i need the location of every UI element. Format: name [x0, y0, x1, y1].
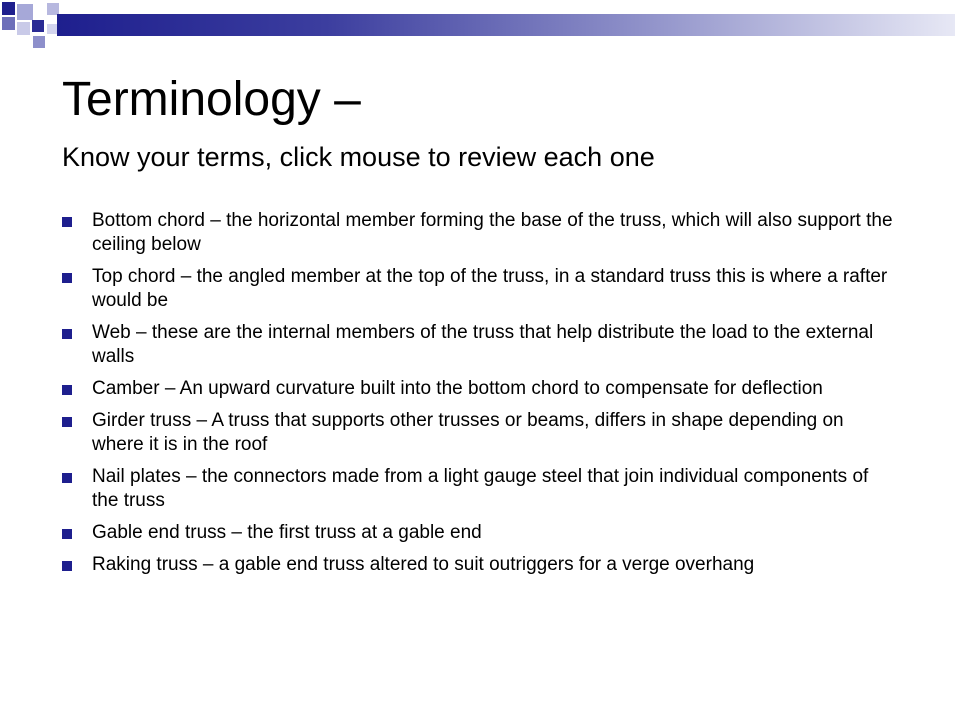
list-item [62, 553, 894, 577]
bullet-text: Bottom chord – the horizontal member forming the base of the truss, which will also support the ceiling below [92, 210, 893, 255]
squares-decoration-icon [33, 36, 45, 48]
list-item [62, 377, 894, 401]
bullet-text: Top chord – the angled member at the top of the truss, in a standard truss this is where a rafter would be [92, 266, 888, 311]
slide-subtitle: Know your terms, click mouse to review each one [62, 142, 655, 172]
list-item [62, 465, 894, 513]
square-bullet-icon [62, 561, 72, 571]
bullet-text: Camber – An upward curvature built into the bottom chord to compensate for deflection [92, 378, 823, 399]
list-item [62, 521, 894, 545]
slide-title: Terminology – [62, 73, 361, 126]
square-bullet-icon [62, 217, 72, 227]
list-item [62, 321, 894, 369]
square-bullet-icon [62, 417, 72, 427]
list-item [62, 265, 894, 313]
bullet-text: Nail plates – the connectors made from a light gauge steel that join individual components of the truss [92, 466, 869, 511]
squares-decoration-icon [2, 17, 15, 30]
bullet-text: Web – these are the internal members of the truss that help distribute the load to the external walls [92, 322, 874, 367]
squares-decoration-icon [2, 2, 15, 15]
terminology-list [62, 209, 894, 585]
square-bullet-icon [62, 473, 72, 483]
header-gradient-bar [57, 14, 955, 36]
list-item [62, 409, 894, 457]
bullet-text: Gable end truss – the first truss at a gable end [92, 522, 482, 543]
square-bullet-icon [62, 273, 72, 283]
list-item [62, 209, 894, 257]
squares-decoration-icon [32, 20, 44, 32]
bullet-text: Raking truss – a gable end truss altered to suit outriggers for a verge overhang [92, 554, 755, 575]
bullet-text: Girder truss – A truss that supports other trusses or beams, differs in shape depending on where it is in the roof [92, 410, 844, 455]
square-bullet-icon [62, 385, 72, 395]
square-bullet-icon [62, 329, 72, 339]
squares-decoration-icon [17, 4, 33, 20]
squares-decoration-icon [17, 22, 30, 35]
squares-decoration-icon [47, 24, 57, 34]
square-bullet-icon [62, 529, 72, 539]
